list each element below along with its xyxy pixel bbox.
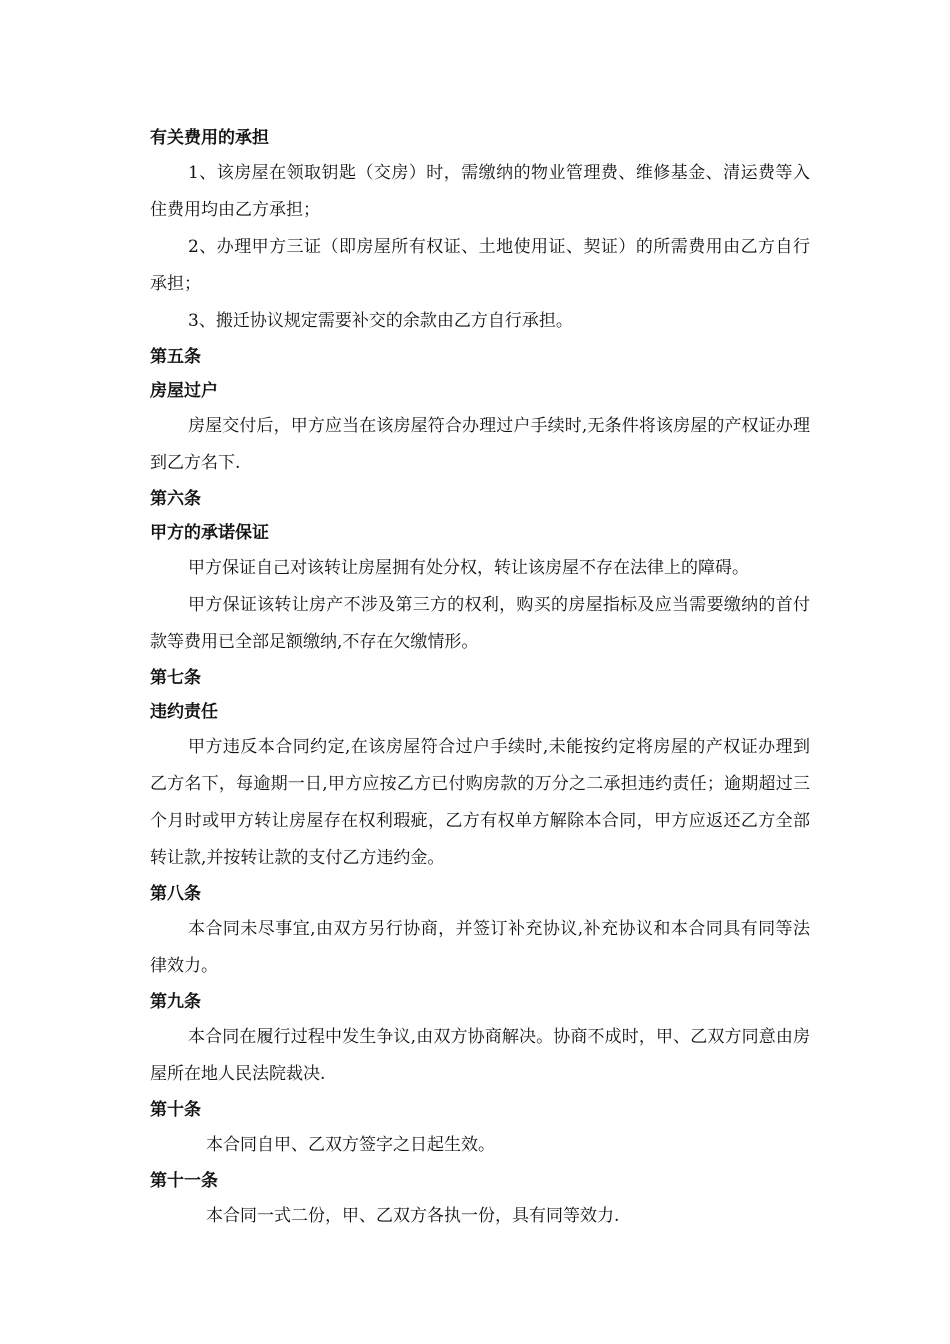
article-10-paragraph: 本合同自甲、乙双方签字之日起生效。 <box>206 1135 495 1155</box>
article-5-title: 房屋过户 <box>150 381 218 401</box>
article-11-paragraph: 本合同一式二份，甲、乙双方各执一份，具有同等效力. <box>206 1206 620 1226</box>
article-6-number: 第六条 <box>150 489 201 509</box>
article-5-number: 第五条 <box>150 347 201 367</box>
article-6-title: 甲方的承诺保证 <box>150 523 269 543</box>
fees-item-3: 3、搬迁协议规定需要补交的余款由乙方自行承担。 <box>188 311 573 331</box>
contract-page <box>150 121 810 1235</box>
article-11-number: 第十一条 <box>150 1171 218 1191</box>
article-7-number: 第七条 <box>150 668 201 688</box>
article-6-paragraph-2: 甲方保证该转让房产不涉及第三方的权利，购买的房屋指标及应当需要缴纳的首付款等费用已全部足额缴纳,不存在欠缴情形。 <box>150 595 810 652</box>
article-9-paragraph: 本合同在履行过程中发生争议,由双方协商解决。协商不成时，甲、乙双方同意由房屋所在地人民法院裁决. <box>150 1027 810 1084</box>
article-8-paragraph: 本合同未尽事宜,由双方另行协商，并签订补充协议,补充协议和本合同具有同等法律效力。 <box>150 919 810 976</box>
fees-item-1: 1、该房屋在领取钥匙（交房）时，需缴纳的物业管理费、维修基金、清运费等入住费用均由乙方承担； <box>150 163 810 220</box>
article-7-paragraph: 甲方违反本合同约定,在该房屋符合过户手续时,未能按约定将房屋的产权证办理到乙方名下，每逾期一日,甲方应按乙方已付购房款的万分之二承担违约责任；逾期超过三个月时或甲方转让房屋存在权利瑕疵，乙方有权单方解除本合同，甲方应返还乙方全部转让款,并按转让款的支付乙方违约金。 <box>150 737 810 868</box>
fees-item-2: 2、办理甲方三证（即房屋所有权证、土地使用证、契证）的所需费用由乙方自行承担； <box>150 237 810 294</box>
section-heading-fees: 有关费用的承担 <box>150 128 269 148</box>
article-7-title: 违约责任 <box>150 702 218 722</box>
article-8-number: 第八条 <box>150 884 201 904</box>
article-5-paragraph: 房屋交付后，甲方应当在该房屋符合办理过户手续时,无条件将该房屋的产权证办理到乙方名下. <box>150 416 810 473</box>
article-9-number: 第九条 <box>150 992 201 1012</box>
article-10-number: 第十条 <box>150 1100 201 1120</box>
article-6-paragraph-1: 甲方保证自己对该转让房屋拥有处分权，转让该房屋不存在法律上的障碍。 <box>188 558 749 578</box>
